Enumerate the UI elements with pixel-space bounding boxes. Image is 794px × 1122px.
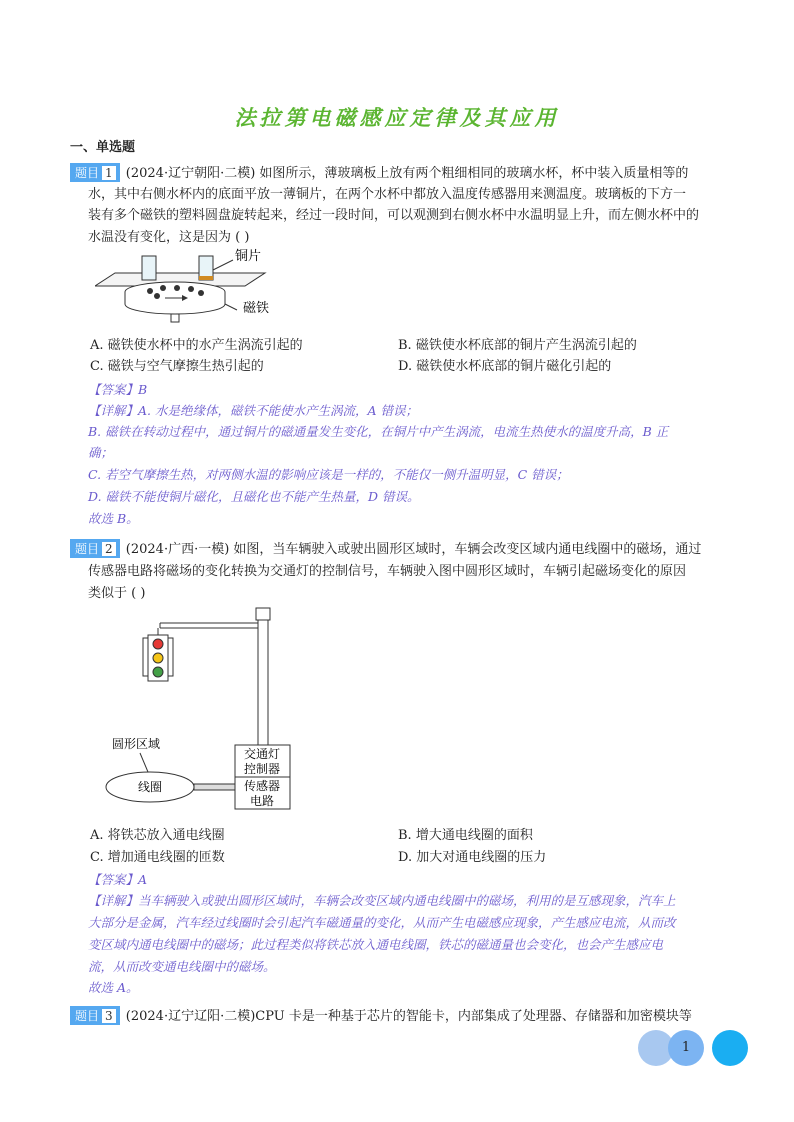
figure-1-glass-magnet <box>95 246 295 326</box>
section-heading: 一、单选题 <box>70 140 136 155</box>
label-copper: 铜片 <box>235 249 262 264</box>
label-sensor-2: 电路 <box>249 794 275 808</box>
page-decoration-circle <box>712 1030 748 1066</box>
q1-detail-3: 确； <box>88 445 114 460</box>
q1-detail-6: 故选 B。 <box>88 511 139 526</box>
q1-option-b[interactable]: B. 磁铁使水杯底部的铜片产生涡流引起的 <box>398 338 637 353</box>
question-1-line-3: 装有多个磁铁的塑料圆盘旋转起来，经过一段时间，可以观测到右侧水杯中水温明显上升，而左侧水杯中的 <box>88 208 700 223</box>
q2-detail-3: 变区域内通电线圈中的磁场；此过程类似将铁芯放入通电线圈，铁芯的磁通量也会变化，也会产生感应电 <box>88 937 664 952</box>
question-badge: 题目 2 <box>70 539 120 558</box>
q2-detail-1: 【详解】当车辆驶入或驶出圆形区域时，车辆会改变区域内通电线圈中的磁场，利用的是互感现象，汽车上 <box>88 893 676 908</box>
q2-option-b[interactable]: B. 增大通电线圈的面积 <box>398 828 533 843</box>
q1-detail-5: D. 磁铁不能使铜片磁化，且磁化也不能产生热量，D 错误。 <box>88 489 420 504</box>
q1-detail-2: B. 磁铁在转动过程中，通过铜片的磁通量发生变化，在铜片中产生涡流，电流生热使水的温度升高，B 正 <box>88 424 669 439</box>
question-1-line-2: 水，其中右侧水杯内的底面平放一薄铜片，在两个水杯中都放入温度传感器用来测温度。玻璃板的下方一 <box>88 187 687 202</box>
q2-option-c[interactable]: C. 增加通电线圈的匝数 <box>90 850 225 865</box>
page-title: 法拉第电磁感应定律及其应用 <box>234 105 560 130</box>
question-1-line-1: 题目 1 (2024·辽宁朝阳·二模) 如图所示，薄玻璃板上放有两个粗细相同的玻璃水杯，杯中装入质量相等的 <box>70 162 688 182</box>
q1-detail-4: C. 若空气摩擦生热，对两侧水温的影响应该是一样的，不能仅一侧升温明显，C 错误； <box>88 467 569 482</box>
label-controller-1: 交通灯 <box>243 747 281 761</box>
q2-detail-4: 流，从而改变通电线圈中的磁场。 <box>88 959 276 974</box>
question-badge: 题目 3 <box>70 1006 120 1025</box>
question-2-line-2: 传感器电路将磁场的变化转换为交通灯的控制信号，车辆驶入图中圆形区域时，车辆引起磁场变化的原因 <box>88 564 687 579</box>
question-2-line-3: 类似于 ( ) <box>88 586 146 601</box>
q1-option-c[interactable]: C. 磁铁与空气摩擦生热引起的 <box>90 359 264 374</box>
question-1-line-4: 水温没有变化，这是因为 ( ) <box>88 230 250 245</box>
q2-detail-2: 大部分是金属，汽车经过线圈时会引起汽车磁通量的变化，从而产生电磁感应现象，产生感应电流，从而改 <box>88 915 676 930</box>
question-2-line-1: 题目 2 (2024·广西·一模) 如图，当车辆驶入或驶出圆形区域时，车辆会改变区域内通电线圈中的磁场，通过 <box>70 538 701 558</box>
label-coil: 线圈 <box>137 780 163 794</box>
q1-answer: 【答案】B <box>88 382 148 397</box>
question-badge: 题目 1 <box>70 163 120 182</box>
figure-2-traffic-light <box>100 605 300 815</box>
q1-detail-1: 【详解】A. 水是绝缘体，磁铁不能使水产生涡流，A 错误； <box>88 403 418 418</box>
q2-option-d[interactable]: D. 加大对通电线圈的压力 <box>398 850 547 865</box>
q1-option-a[interactable]: A. 磁铁使水杯中的水产生涡流引起的 <box>90 338 303 353</box>
q2-answer: 【答案】A <box>88 872 148 887</box>
page-number: 1 <box>681 1040 691 1055</box>
q2-option-a[interactable]: A. 将铁芯放入通电线圈 <box>90 828 225 843</box>
label-controller-2: 控制器 <box>243 762 281 776</box>
question-3-line-1: 题目 3 (2024·辽宁辽阳·二模)CPU 卡是一种基于芯片的智能卡，内部集成了处理器、存储器和加密模块等 <box>70 1005 692 1025</box>
label-sensor-1: 传感器 <box>243 779 281 793</box>
label-magnet: 磁铁 <box>243 301 270 316</box>
q2-detail-5: 故选 A。 <box>88 980 139 995</box>
label-region: 圆形区域 <box>112 737 161 751</box>
q1-option-d[interactable]: D. 磁铁使水杯底部的铜片磁化引起的 <box>398 359 612 374</box>
